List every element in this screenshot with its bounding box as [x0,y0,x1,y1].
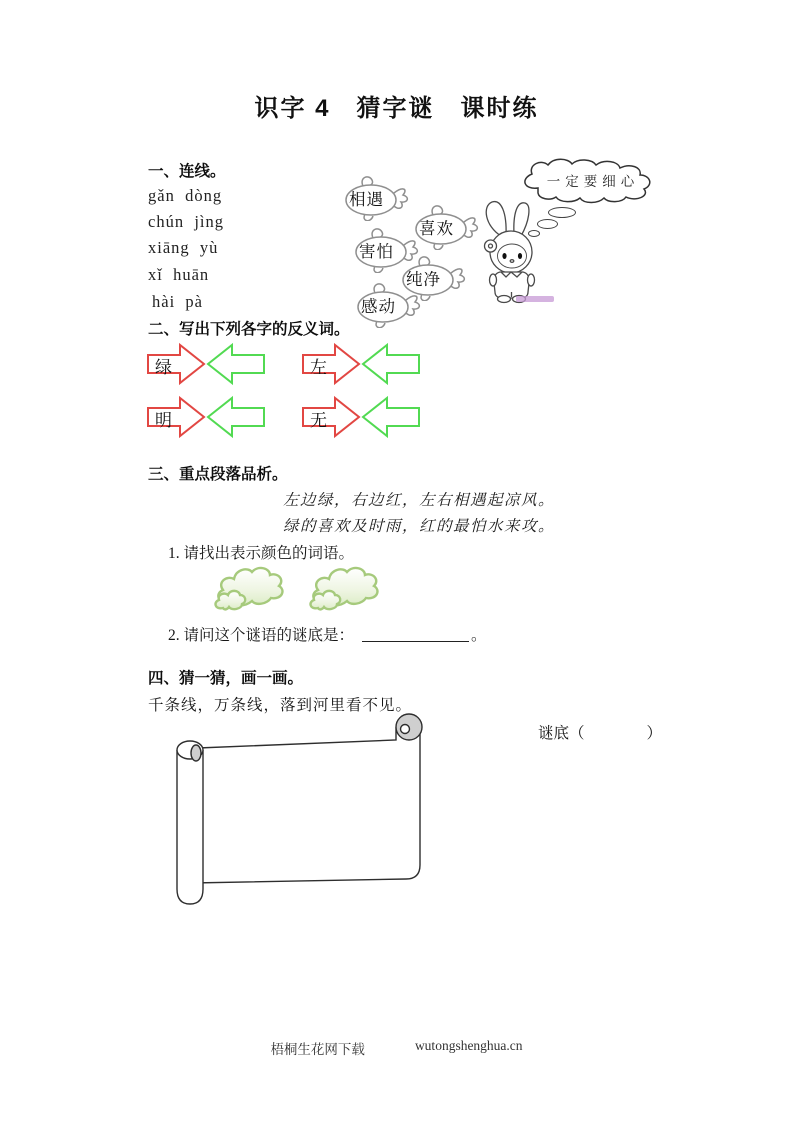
thought-text: 一定要细心 [546,174,640,189]
character-label: 绿 [155,358,172,377]
question-2-text: 2. 请问这个谜语的谜底是： [168,627,355,644]
section-4-heading: 四、猜一猜，画一画。 [148,670,304,687]
left-arrow-icon [206,395,266,439]
poem-line: 左边绿，右边红，左右相遇起凉风。 [283,492,556,509]
word-label: 纯净 [406,270,441,289]
word-bubble [344,175,410,221]
left-arrow-icon [206,342,266,386]
page-title: 识字 4 猜字谜 课时练 [254,95,539,122]
scroll-drawing-area [162,706,436,926]
character-label: 左 [310,358,327,377]
word-bubble [356,282,422,328]
rabbit-character-icon [477,196,547,304]
riddle-text: 千条线，万条线，落到河里看不见。 [148,697,413,714]
page-footer [0,1038,793,1058]
character-label: 明 [155,411,172,430]
question-2 [168,623,487,645]
green-cloud-icon [212,563,294,615]
section-2-heading: 二、写出下列各字的反义词。 [148,321,350,338]
word-label: 喜欢 [419,219,454,238]
word-label: 害怕 [359,242,394,261]
word-label: 相遇 [349,190,384,209]
antonym-pair [146,395,266,439]
word-label: 感动 [361,297,396,316]
footer-site-url: wutongshenghua.cn [414,1038,523,1053]
pinyin-item: gǎn dòng [148,186,223,205]
green-cloud-icon [307,563,389,615]
pinyin-item: xiāng yù [148,238,219,257]
character-label: 无 [310,411,327,430]
section-3-heading: 三、重点段落品析。 [148,466,288,483]
section-1-heading: 一、连线。 [148,163,226,180]
pinyin-item: xǐ huān [148,265,210,284]
poem-line: 绿的喜欢及时雨，红的最怕水来攻。 [283,518,556,535]
answer-blank-line [362,627,469,642]
left-arrow-icon [361,395,421,439]
antonym-pair [146,342,266,386]
footer-site-name: 梧桐生花网下载 [270,1042,365,1057]
riddle-answer-label: 谜底（ ） [538,725,663,742]
question-1: 1. 请找出表示颜色的词语。 [168,545,355,562]
antonym-pair [301,395,421,439]
question-2-period: 。 [471,627,487,644]
left-arrow-icon [361,342,421,386]
pinyin-item: hài pà [152,292,203,311]
word-bubble [414,204,480,250]
watermark [516,296,554,302]
pinyin-item: chún jìng [148,212,224,231]
thought-trail-ellipse [548,207,576,218]
antonym-pair [301,342,421,386]
